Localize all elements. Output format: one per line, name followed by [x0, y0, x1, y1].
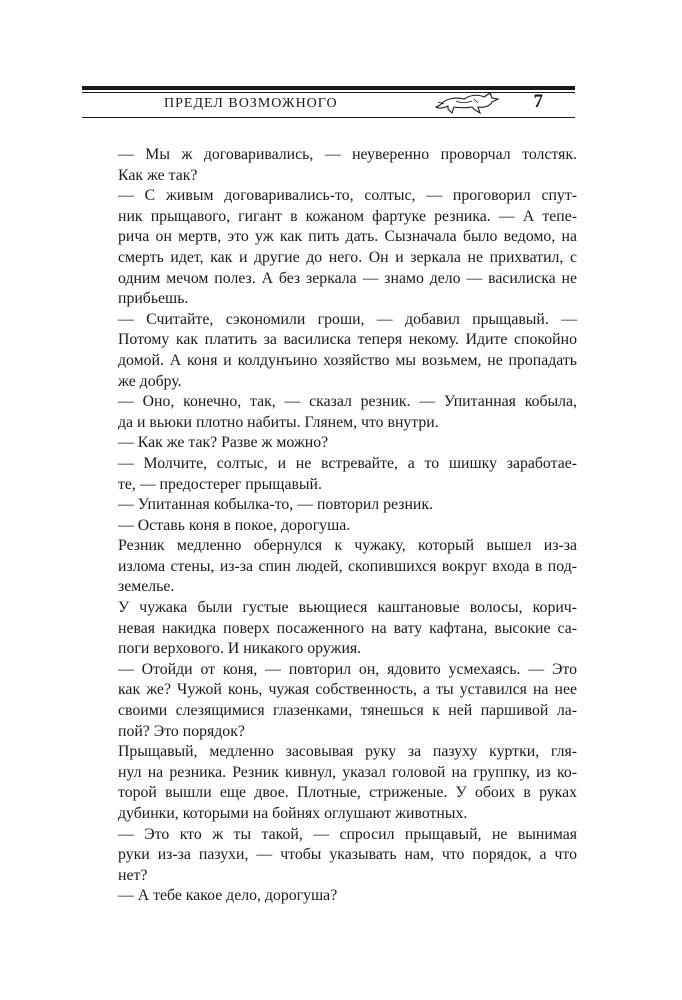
text-line: дубинки, которыми на бойнях оглушают животных.: [118, 805, 468, 822]
text-line: — А тебе какое дело, дорогуша?: [118, 887, 338, 905]
text-line: одним мечом полез. А без зеркала — знамо дело — василиска не: [118, 269, 577, 287]
text-line: Потому как платить за василиска теперя некому. Идите спокойно: [118, 331, 577, 349]
text-line: земелье.: [118, 578, 175, 596]
header-rule-thick: [82, 86, 575, 90]
paragraph: [88, 742, 577, 824]
text-line: У чужака были густые вьющиеся каштановые волосы, корич-: [118, 599, 577, 617]
text-line: да и вьюки плотно набиты. Глянем, что внутри.: [118, 413, 439, 431]
text-line: своими слезящимися глазенками, тянешься к ней паршивой ла-: [118, 702, 577, 720]
text-line: смерть идет, как и другие до него. Он и зеркала не прихватил, с: [118, 248, 577, 266]
text-line: Резник медленно обернулся к чужаку, который вышел из-за: [118, 537, 577, 555]
text-line: поги верхового. И никакого оружия.: [118, 640, 362, 658]
paragraph: [88, 310, 577, 392]
paragraph: [88, 825, 577, 887]
text-line: рича он мертв, это уж как пить дать. Сызначала было ведомо, на: [118, 228, 577, 246]
text-line: нул на резника. Резник кивнул, указал головой на группку, из ко-: [118, 763, 577, 781]
paragraph: [88, 392, 577, 433]
paragraph: [88, 495, 577, 516]
paragraph: [88, 433, 577, 454]
beast-emblem-icon: [434, 89, 500, 115]
text-line: излома стены, из-за спин людей, скопившихся вокруг входа в под-: [118, 557, 577, 575]
text-line: Прыщавый, медленно засовывая руку за пазуху куртки, гля-: [118, 743, 577, 761]
text-line: как же? Чужой конь, чужая собственность, а ты уставился на нее: [118, 681, 577, 699]
running-title: ПРЕДЕЛ ВОЗМОЖНОГО: [164, 96, 338, 111]
text-line: нет?: [118, 866, 148, 884]
paragraph: [88, 516, 577, 537]
text-line: — Мы ж договаривались, — неуверенно проворчал толстяк.: [118, 146, 577, 163]
text-line: же добру.: [118, 372, 182, 390]
text-line: Как же так?: [118, 166, 198, 184]
text-line: — Отойди от коня, — повторил он, ядовито усмехаясь. — Это: [118, 660, 577, 678]
text-line: торой вышли еще двое. Плотные, стриженые. У обоих в руках: [118, 784, 577, 802]
text-line: — Считайте, сэкономили гроши, — добавил прыщавый. —: [118, 310, 577, 328]
text-line: — Оставь коня в покое, дорогуша.: [118, 516, 351, 534]
paragraph: [88, 454, 577, 495]
paragraph: [88, 536, 577, 598]
paragraph: [88, 886, 577, 907]
text-line: прибьешь.: [118, 290, 189, 308]
text-line: те, — предостерег прыщавый.: [118, 475, 322, 493]
paragraph: [88, 145, 577, 186]
paragraph: [88, 598, 577, 660]
text-line: невая накидка поверх посаженного на вату кафтана, высокие са-: [118, 619, 577, 637]
page-header: [82, 82, 575, 132]
text-line: — Это кто ж ты такой, — спросил прыщавый, не вынимая: [118, 825, 577, 843]
page-number: 7: [533, 91, 543, 112]
paragraph: [88, 186, 577, 310]
text-line: ник прыщавого, гигант в кожаном фартуке резника. — А тепе-: [118, 207, 577, 225]
text-line: — С живым договаривались-то, солтыс, — проговорил спут-: [118, 187, 577, 205]
body-text: [88, 145, 577, 907]
text-line: руки из-за пазухи, — чтобы указывать нам, что порядок, а что: [118, 846, 577, 864]
text-line: — Молчите, солтыс, и не встревайте, а то шишку заработае-: [118, 454, 577, 472]
header-rule-bottom: [82, 117, 575, 118]
text-line: — Упитанная кобылка-то, — повторил резник.: [118, 496, 434, 514]
paragraph: [88, 660, 577, 742]
text-line: — Как же так? Разве ж можно?: [118, 434, 329, 452]
header-rule-thin: [82, 92, 575, 93]
text-line: — Оно, конечно, так, — сказал резник. — Упитанная кобыла,: [118, 393, 577, 411]
text-line: пой? Это порядок?: [118, 722, 245, 740]
text-line: домой. А коня и колдунъино хозяйство мы возьмем, не пропадать: [118, 351, 577, 369]
